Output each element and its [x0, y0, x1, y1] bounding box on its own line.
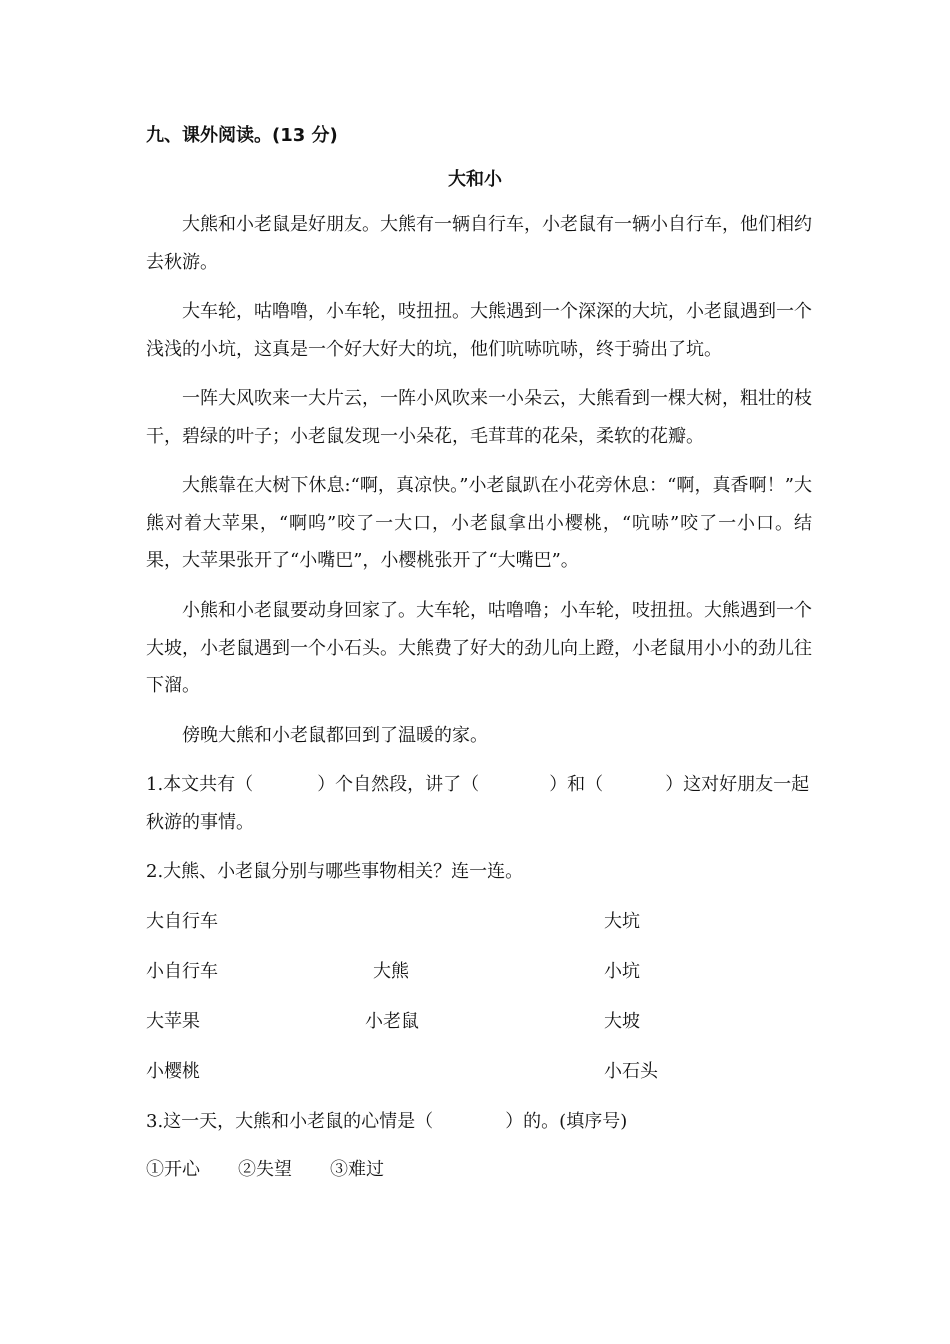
match-right-item[interactable]: 大坡: [604, 1011, 640, 1032]
paragraph-3: 一阵大风吹来一大片云，一阵小风吹来一小朵云，大熊看到一棵大树，粗壮的枝干，碧绿的叶子；小老鼠发现一小朵花，毛茸茸的花朵，柔软的花瓣。: [146, 388, 812, 447]
question-1-part-2: ）个自然段，讲了（: [317, 774, 480, 795]
question-1-part-4: ）这对好朋友一起秋游的事情。: [146, 774, 810, 833]
match-left-item[interactable]: 大苹果: [146, 1011, 200, 1032]
match-middle-item[interactable]: 大熊: [373, 961, 409, 982]
option-3[interactable]: ③难过: [330, 1159, 384, 1180]
paragraph-2: 大车轮，咕噜噜，小车轮，吱扭扭。大熊遇到一个深深的大坑，小老鼠遇到一个浅浅的小坑，这真是一个好大好大的坑，他们吭哧吭哧，终于骑出了坑。: [146, 301, 812, 360]
match-left-item[interactable]: 小樱桃: [146, 1061, 200, 1082]
question-1-part-3: ）和（: [549, 774, 604, 795]
section-title: 九、课外阅读。(13 分): [146, 125, 338, 146]
match-left-item[interactable]: 小自行车: [146, 961, 218, 982]
question-2: 2.大熊、小老鼠分别与哪些事物相关？连一连。: [146, 861, 524, 882]
question-3-part-2: ）的。(填序号): [505, 1111, 628, 1132]
paragraph-1: 大熊和小老鼠是好朋友。大熊有一辆自行车，小老鼠有一辆小自行车，他们相约去秋游。: [146, 214, 812, 273]
question-3-part-1: 3.这一天，大熊和小老鼠的心情是（: [146, 1111, 434, 1132]
question-3: [146, 1103, 812, 1141]
story-title: 大和小: [448, 169, 502, 190]
match-right-item[interactable]: 小坑: [604, 961, 640, 982]
match-middle-item[interactable]: 小老鼠: [365, 1011, 419, 1032]
match-right-item[interactable]: 小石头: [604, 1061, 658, 1082]
match-right-item[interactable]: 大坑: [604, 911, 640, 932]
paragraph-6: 傍晚大熊和小老鼠都回到了温暖的家。: [182, 725, 488, 746]
match-left-item[interactable]: 大自行车: [146, 911, 218, 932]
question-1: [146, 766, 812, 841]
option-1[interactable]: ①开心: [146, 1159, 200, 1180]
option-2[interactable]: ②失望: [238, 1159, 292, 1180]
paragraph-5: 小熊和小老鼠要动身回家了。大车轮，咕噜噜；小车轮，吱扭扭。大熊遇到一个大坡，小老鼠遇到一个小石头。大熊费了好大的劲儿向上蹬，小老鼠用小小的劲儿往下溜。: [146, 600, 812, 696]
paragraph-4: 大熊靠在大树下休息:“啊，真凉快。”小老鼠趴在小花旁休息：“啊，真香啊！”大熊对着大苹果，“啊呜”咬了一大口，小老鼠拿出小樱桃，“吭哧”咬了一小口。结果，大苹果张开了“小嘴巴”，小樱桃张开了“大嘴巴”。: [146, 475, 812, 571]
question-3-options: [146, 1158, 384, 1182]
question-1-part-1: 1.本文共有（: [146, 774, 254, 795]
